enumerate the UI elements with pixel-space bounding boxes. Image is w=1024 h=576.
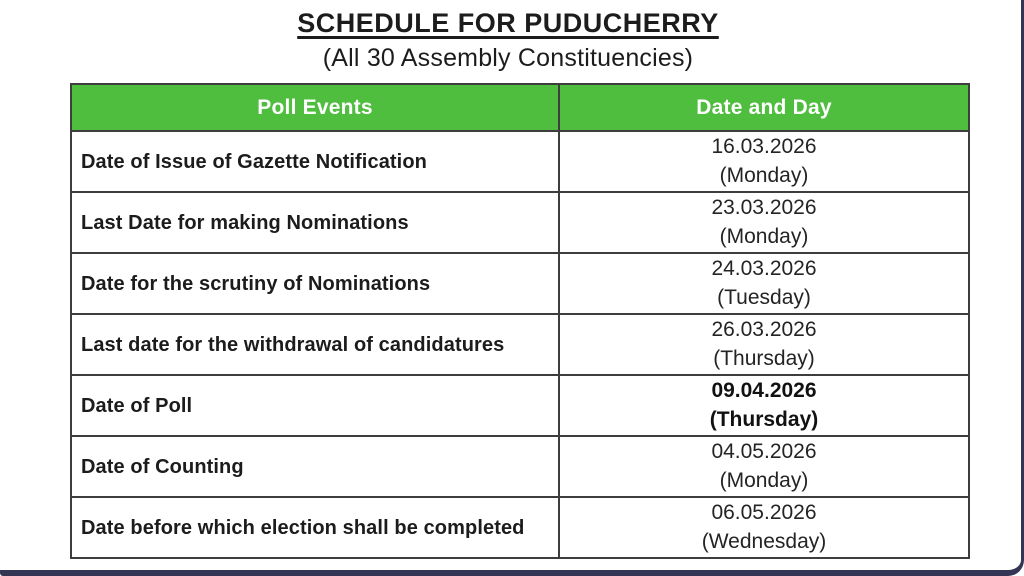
date-value: 04.05.2026 <box>711 439 817 463</box>
header-date-and-day: Date and Day <box>559 84 969 131</box>
event-cell: Last Date for making Nominations <box>71 192 559 253</box>
date-value: 06.05.2026 <box>711 500 817 524</box>
event-cell: Last date for the withdrawal of candidatures <box>71 314 559 375</box>
table-row <box>71 314 969 375</box>
date-value: 16.03.2026 <box>711 134 817 158</box>
date-value: 23.03.2026 <box>711 195 817 219</box>
date-value: 24.03.2026 <box>711 256 817 280</box>
date-cell <box>559 314 969 375</box>
day-value: (Tuesday) <box>717 285 811 309</box>
event-cell: Date before which election shall be completed <box>71 497 559 558</box>
title-block <box>0 8 1016 73</box>
day-value: (Monday) <box>719 468 809 492</box>
table-row <box>71 375 969 436</box>
day-value: (Thursday) <box>709 407 819 431</box>
day-value: (Monday) <box>719 163 809 187</box>
date-cell <box>559 375 969 436</box>
event-cell: Date of Counting <box>71 436 559 497</box>
table-row <box>71 436 969 497</box>
event-cell: Date of Issue of Gazette Notification <box>71 131 559 192</box>
date-value: 26.03.2026 <box>711 317 817 341</box>
day-value: (Wednesday) <box>701 529 827 553</box>
date-value: 09.04.2026 <box>711 378 817 402</box>
date-cell <box>559 192 969 253</box>
page-title: SCHEDULE FOR PUDUCHERRY <box>297 8 719 38</box>
table-row <box>71 497 969 558</box>
header-poll-events: Poll Events <box>71 84 559 131</box>
event-cell: Date for the scrutiny of Nominations <box>71 253 559 314</box>
table-row <box>71 192 969 253</box>
event-cell: Date of Poll <box>71 375 559 436</box>
date-cell <box>559 131 969 192</box>
page-subtitle: (All 30 Assembly Constituencies) <box>322 44 694 72</box>
schedule-table <box>70 83 970 559</box>
date-cell <box>559 497 969 558</box>
date-cell <box>559 436 969 497</box>
day-value: (Thursday) <box>713 346 815 370</box>
table-row <box>71 253 969 314</box>
day-value: (Monday) <box>719 224 809 248</box>
schedule-table-body <box>71 131 969 558</box>
table-row <box>71 131 969 192</box>
header-row <box>71 84 969 131</box>
schedule-table-header <box>71 84 969 131</box>
date-cell <box>559 253 969 314</box>
